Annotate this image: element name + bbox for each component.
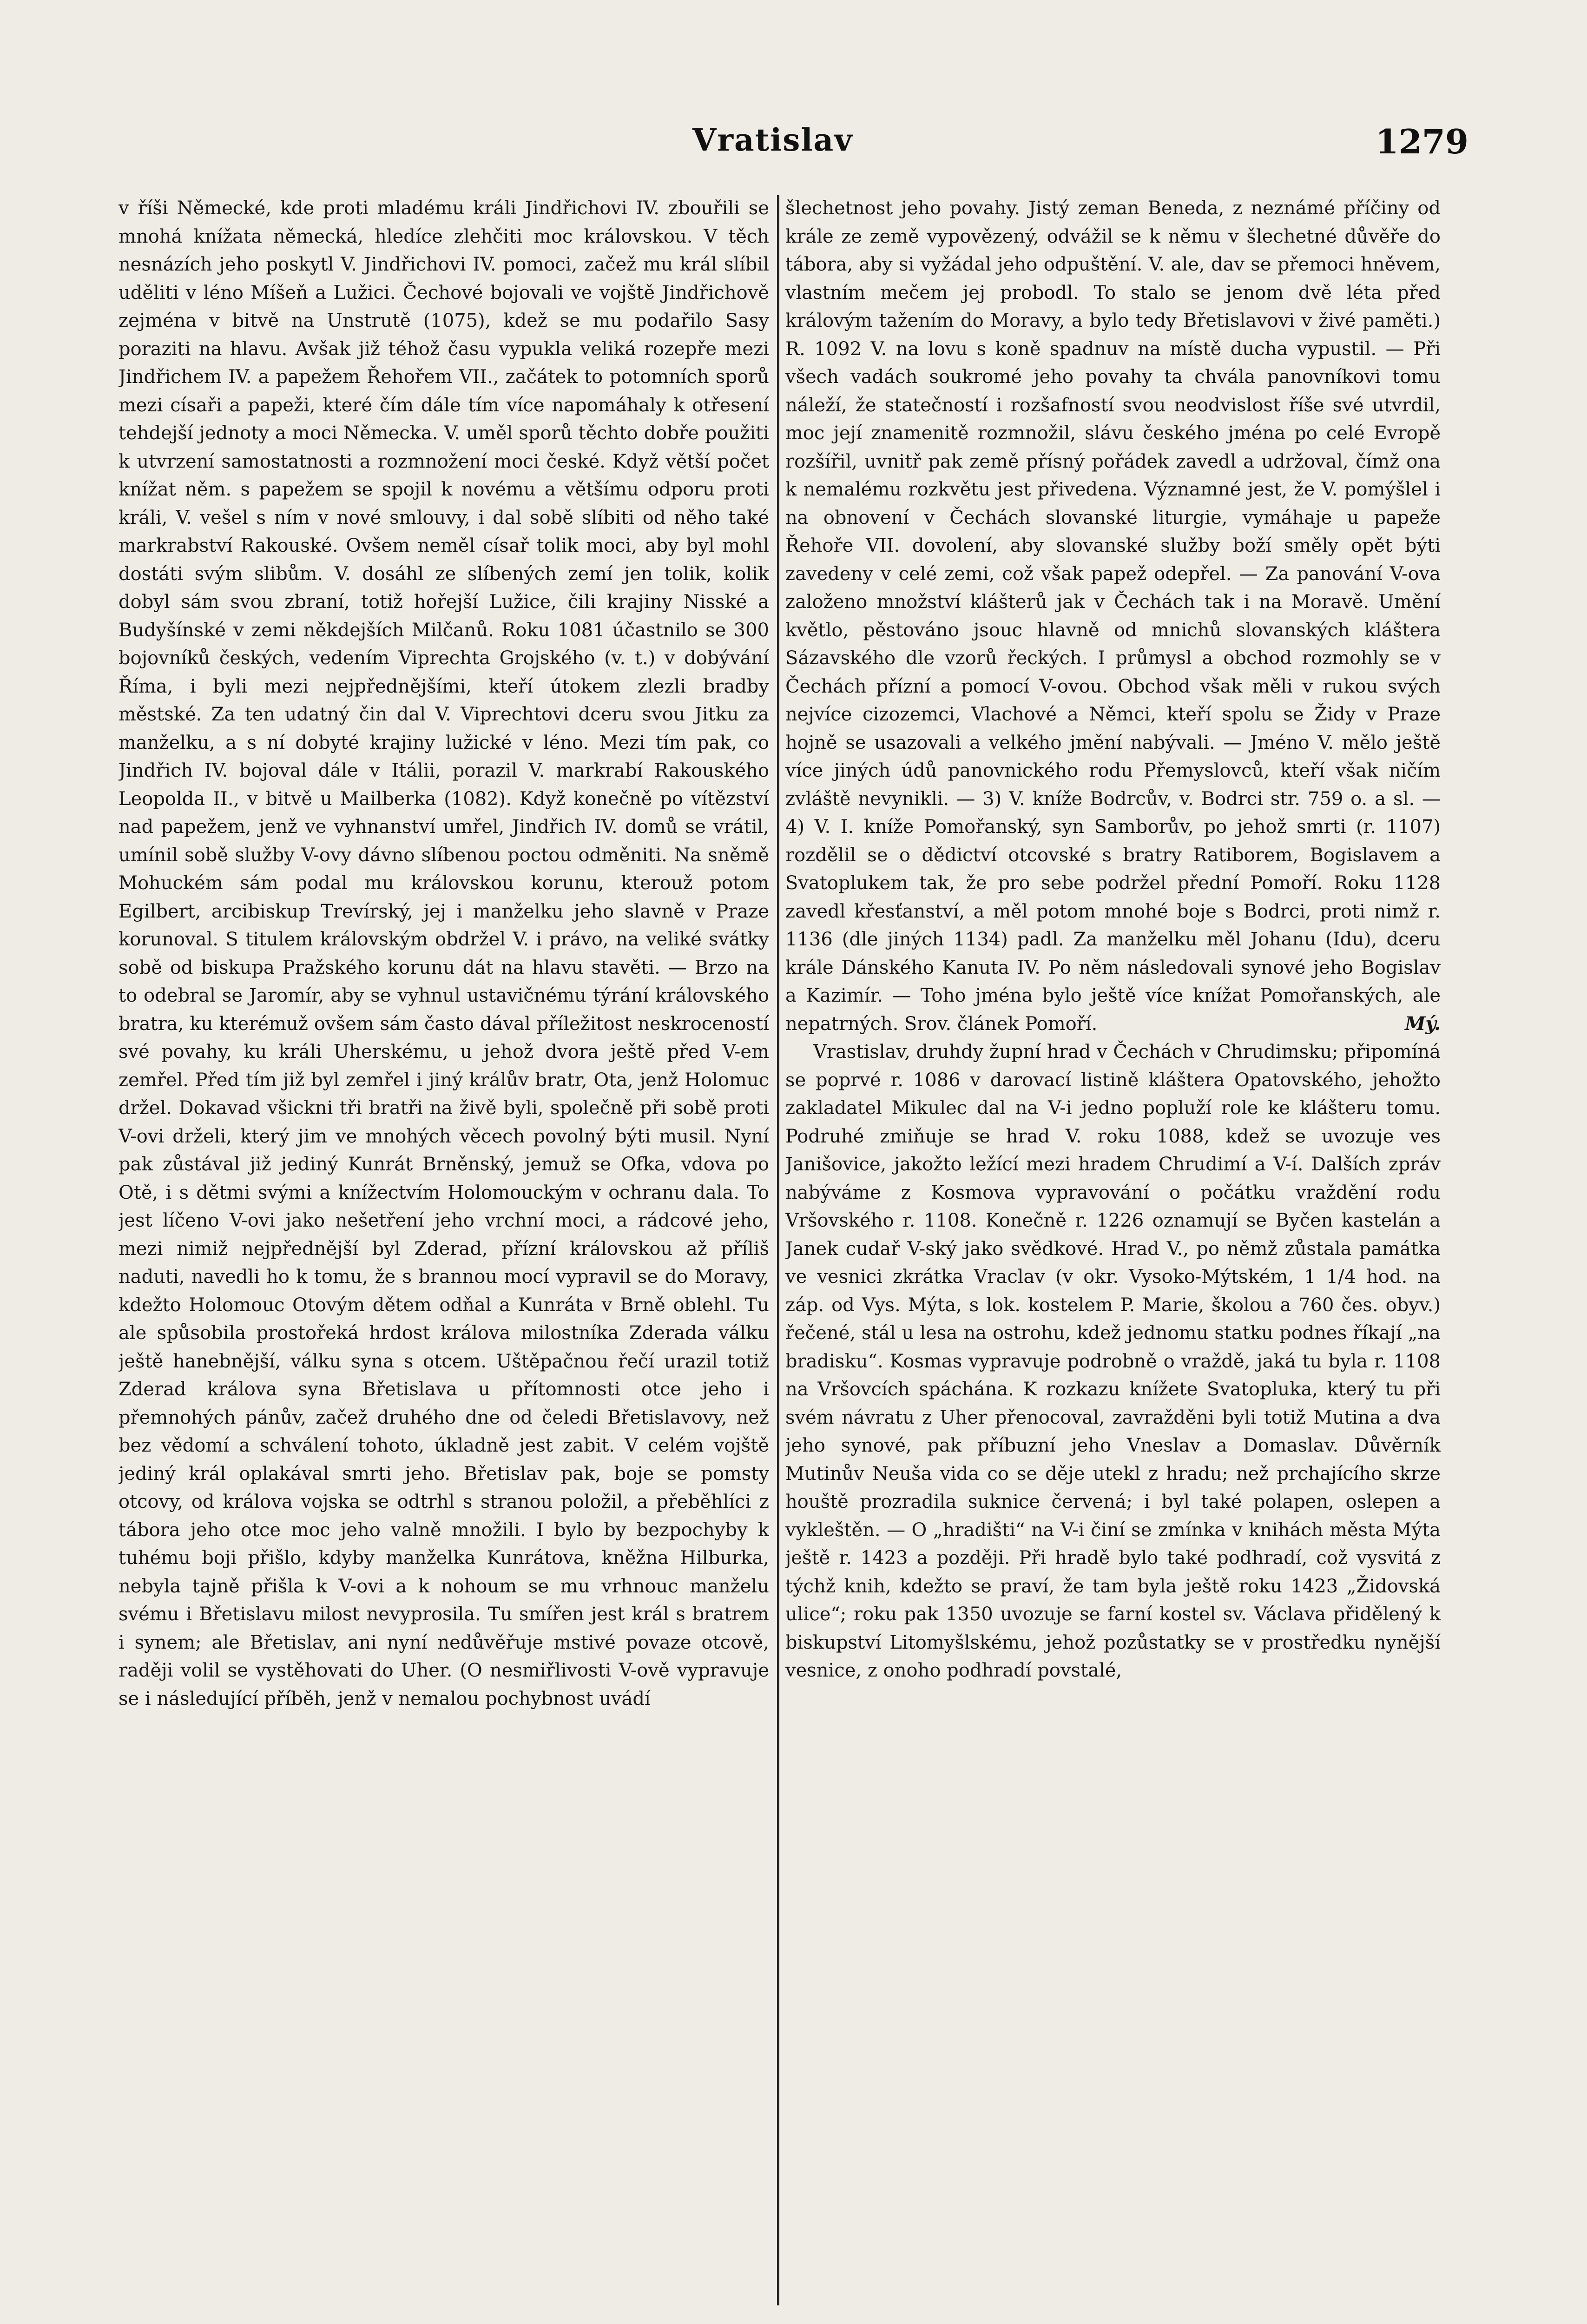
right-column — [785, 194, 1441, 2314]
paragraph — [785, 194, 1441, 1038]
left-column — [119, 194, 769, 2314]
page-header — [116, 122, 1468, 173]
entry-vrastislav: Vrastislav, druhdy župní hrad v Čechách v Chrudimsku; připomíná se poprvé r. 1086 v darovací listině kláštera Opatovského, jehožto zakladatel Mikulec dal na V-i jedno popluží role ke klášteru tomu. Podruhé zmiňuje se hrad V. roku 1088, kdež se uvozuje ves Janišovice, jakožto ležící mezi hradem Chrudimí a V-í. Dalších zpráv nabýváme z Kosmova vypravování o počátku vraždění rodu Vršovského r. 1108. Konečně r. 1226 oznamují se Byčen kastelán a Janek cudař V-ský jako svědkové. Hrad V., po němž zůstala památka ve vesnici zkrátka Vraclav (v okr. Vysoko-Mýtském, 1 1/4 hod. na záp. od Vys. Mýta, s lok. kostelem P. Marie, školou a 760 čes. obyv.) řečené, stál u lesa na ostrohu, kdež jednomu statku podnes říkají „na bradisku“. Kosmas vypravuje podrobně o vraždě, jaká tu byla r. 1108 na Vršovcích spáchána. K rozkazu knížete Svatopluka, který tu při svém návratu z Uher přenocoval, zavražděni byli totiž Mutina a dva jeho synové, pak příbuzní jeho Vneslav a Domaslav. Důvěrník Mutinův Neuša vida co se děje utekl z hradu; než prchajícího skrze houště prozradila suknice červená; i byl také polapen, oslepen a vykleštěn. — O „hradišti“ na V-i činí se zmínka v knihách města Mýta ještě r. 1423 a později. Při hradě bylo také podhradí, což vysvitá z týchž knih, kdežto se praví, že tam byla ještě roku 1423 „Židovská ulice“; roku pak 1350 uvozuje se farní kostel sv. Václava přidělený k biskupství Litomyšlskému, jehož pozůstatky se v prostředku nynější vesnice, z onoho podhradí povstalé, — [785, 1041, 1441, 1681]
running-title: Vratislav — [692, 122, 853, 158]
column-divider — [777, 195, 779, 2305]
page-number: 1279 — [1375, 122, 1468, 161]
paragraph: v říši Německé, kde proti mladému králi Jindřichovi IV. zbouřili se mnohá knížata německá, hledíce zlehčiti moc královskou. V těch nesnázích jeho poskytl V. Jindřichovi IV. pomoci, začež mu král slíbil uděliti v léno Míšeň a Lužici. Čechové bojovali ve vojště Jindřichově zejména v bitvě na Unstrutě (1075), kdež se mu podařilo Sasy poraziti na hlavu. Avšak již téhož času vypukla veliká rozepře mezi Jindřichem IV. a papežem Řehořem VII., začátek to potomních sporů mezi císaři a papeži, které čím dále tím více napomáhaly k otřesení tehdejší jednoty a moci Německa. V. uměl sporů těchto dobře použiti k utvrzení samostatnosti a rozmnožení moci české. Když větší počet knížat něm. s papežem se spojil k novému a většímu odporu proti králi, V. vešel s ním v nové smlouvy, i dal sobě slíbiti od něho také markrabství Rakouské. Ovšem neměl císař tolik moci, aby byl mohl dostáti svým slibům. V. dosáhl ze slíbených zemí jen tolik, kolik dobyl sám svou zbraní, totiž hořejší Lužice, čili krajiny Nisské a Budyšínské v zemi někdejších Milčanů. Roku 1081 účastnilo se 300 bojovníků českých, vedením Viprechta Grojského (v. t.) v dobývání Říma, i byli mezi nejpřednějšími, kteří útokem zlezli bradby městské. Za ten udatný čin dal V. Viprechtovi dceru svou Jitku za manželku, a s ní dobyté krajiny lužické v léno. Mezi tím pak, co Jindřich IV. bojoval dále v Itálii, porazil V. markrabí Rakouského Leopolda II., v bitvě u Mailberka (1082). Když konečně po vítězství nad papežem, jenž ve vyhnanství umřel, Jindřich IV. domů se vrátil, umínil sobě služby V-ovy dávno slíbenou poctou odměniti. Na sněmě Mohuckém sám podal mu královskou korunu, kterouž potom Egilbert, arcibiskup Trevírský, jej i manželku jeho slavně v Praze korunoval. S titulem královským obdržel V. i právo, na veliké svátky sobě od biskupa Pražského korunu dát na hlavu stavěti. — Brzo na to odebral se Jaromír, aby se vyhnul ustavičnému týrání královského bratra, ku kterémuž ovšem sám často dával příležitost neskroceností své povahy, ku králi Uherskému, u jehož dvora ještě před V-em zemřel. Před tím již byl zemřel i jiný králův bratr, Ota, jenž Holomuc držel. Dokavad všickni tři bratři na živě byli, společně při sobě proti V-ovi drželi, který jim ve mnohých věcech povolný býti musil. Nyní pak zůstával již jediný Kunrát Brněnský, jemuž se Ofka, vdova po Otě, i s dětmi svými a knížectvím Holomouckým v ochranu dala. To jest líčeno V-ovi jako nešetření jeho vrchní moci, a rádcové jeho, mezi nimiž nejpřednější byl Zderad, přízní královskou až příliš naduti, navedli ho k tomu, že s brannou mocí vypravil se do Moravy, kdežto Holomouc Otovým dětem odňal a Kunráta v Brně oblehl. Tu ale spůsobila prostořeká hrdost králova milostníka Zderada válku ještě hanebnější, válku syna s otcem. Uštěpačnou řečí urazil totiž Zderad králova syna Břetislava u přítomnosti otce jeho i přemnohých pánův, začež druhého dne od čeledi Břetislavovy, než bez vědomí a schválení tohoto, úkladně jest zabit. V celém vojště jediný král oplakával smrti jeho. Břetislav pak, boje se pomsty otcovy, od králova vojska se odtrhl s stranou položil, a přeběhlíci z tábora jeho otce moc jeho valně množili. I bylo by bezpochyby k tuhému boji přišlo, kdyby manželka Kunrátova, kněžna Hilburka, nebyla tajně přišla k V-ovi a k nohoum se mu vrhnouc manželu svému i Břetislavu milost nevyprosila. Tu smířen jest král s bratrem i synem; ale Břetislav, ani nyní nedůvěřuje mstivé povaze otcově, raději volil se vystěhovati do Uher. (O nesmiřlivosti V-ově vypravuje se i následující příběh, jenž v nemalou pochybnost uvádí — [119, 198, 769, 1710]
paragraph-text: šlechetnost jeho povahy. Jistý zeman Beneda, z neznámé příčiny od krále ze země vypovězený, odvážil se k němu v šlechetné důvěře do tábora, aby si vyžádal jeho odpuštění. V. ale, dav se přemoci hněvem, vlastním mečem jej probodl. To stalo se jenom dvě léta před královým tažením do Moravy, a bylo tedy Břetislavovi v živé paměti.) R. 1092 V. na lovu s koně spadnuv na místě ducha vypustil. — Při všech vadách soukromé jeho povahy ta chvála panovníkovi tomu náleží, že statečností i rozšafností svou neodvislost říše své utvrdil, moc její znamenitě rozmnožil, slávu českého jména po celé Evropě rozšířil, uvnitř pak země přísný pořádek zavedl a udržoval, čímž ona k nemalému rozkvětu jest přivedena. Významné jest, že V. pomýšlel i na obnovení v Čechách slovanské liturgie, vymáhaje u papeže Řehoře VII. dovolení, aby slovanské služby boží směly opět býti zavedeny v celé zemi, což však papež odepřel. — Za panování V-ova založeno množství klášterů jak v Čechách tak i na Moravě. Umění květlo, pěstováno jsouc hlavně od mnichů slovanských kláštera Sázavského dle vzorů řeckých. I průmysl a obchod rozmohly se v Čechách přízní a pomocí V-ovou. Obchod však měli v rukou svých nejvíce cizozemci, Vlachové a Němci, kteří spolu se Židy v Praze hojně se usazovali a velkého jmění nabývali. — Jméno V. mělo ještě více jiných údů panovnického rodu Přemyslovců, kteří však ničím zvláště nevynikli. — 3) V. kníže Bodrcův, v. Bodrci str. 759 o. a sl. — 4) V. I. kníže Pomořanský, syn Samborův, po jehož smrti (r. 1107) rozdělil se o dědictví otcovské s bratry Ratiborem, Bogislavem a Svatoplukem tak, že pro sebe podržel přední Pomoří. Roku 1128 zavedl křesťanství, a měl potom mnohé boje s Bodrci, proti nimž r. 1136 (dle jiných 1134) padl. Za manželku měl Johanu (Idu), dceru krále Dánského Kanuta IV. Po něm následovali synové jeho Bogislav a Kazimír. — Toho jména bylo ještě více knížat Pomořanských, ale nepatrných. Srov. článek Pomoří. — [785, 198, 1441, 1035]
signature: Mý. — [1405, 1012, 1441, 1035]
